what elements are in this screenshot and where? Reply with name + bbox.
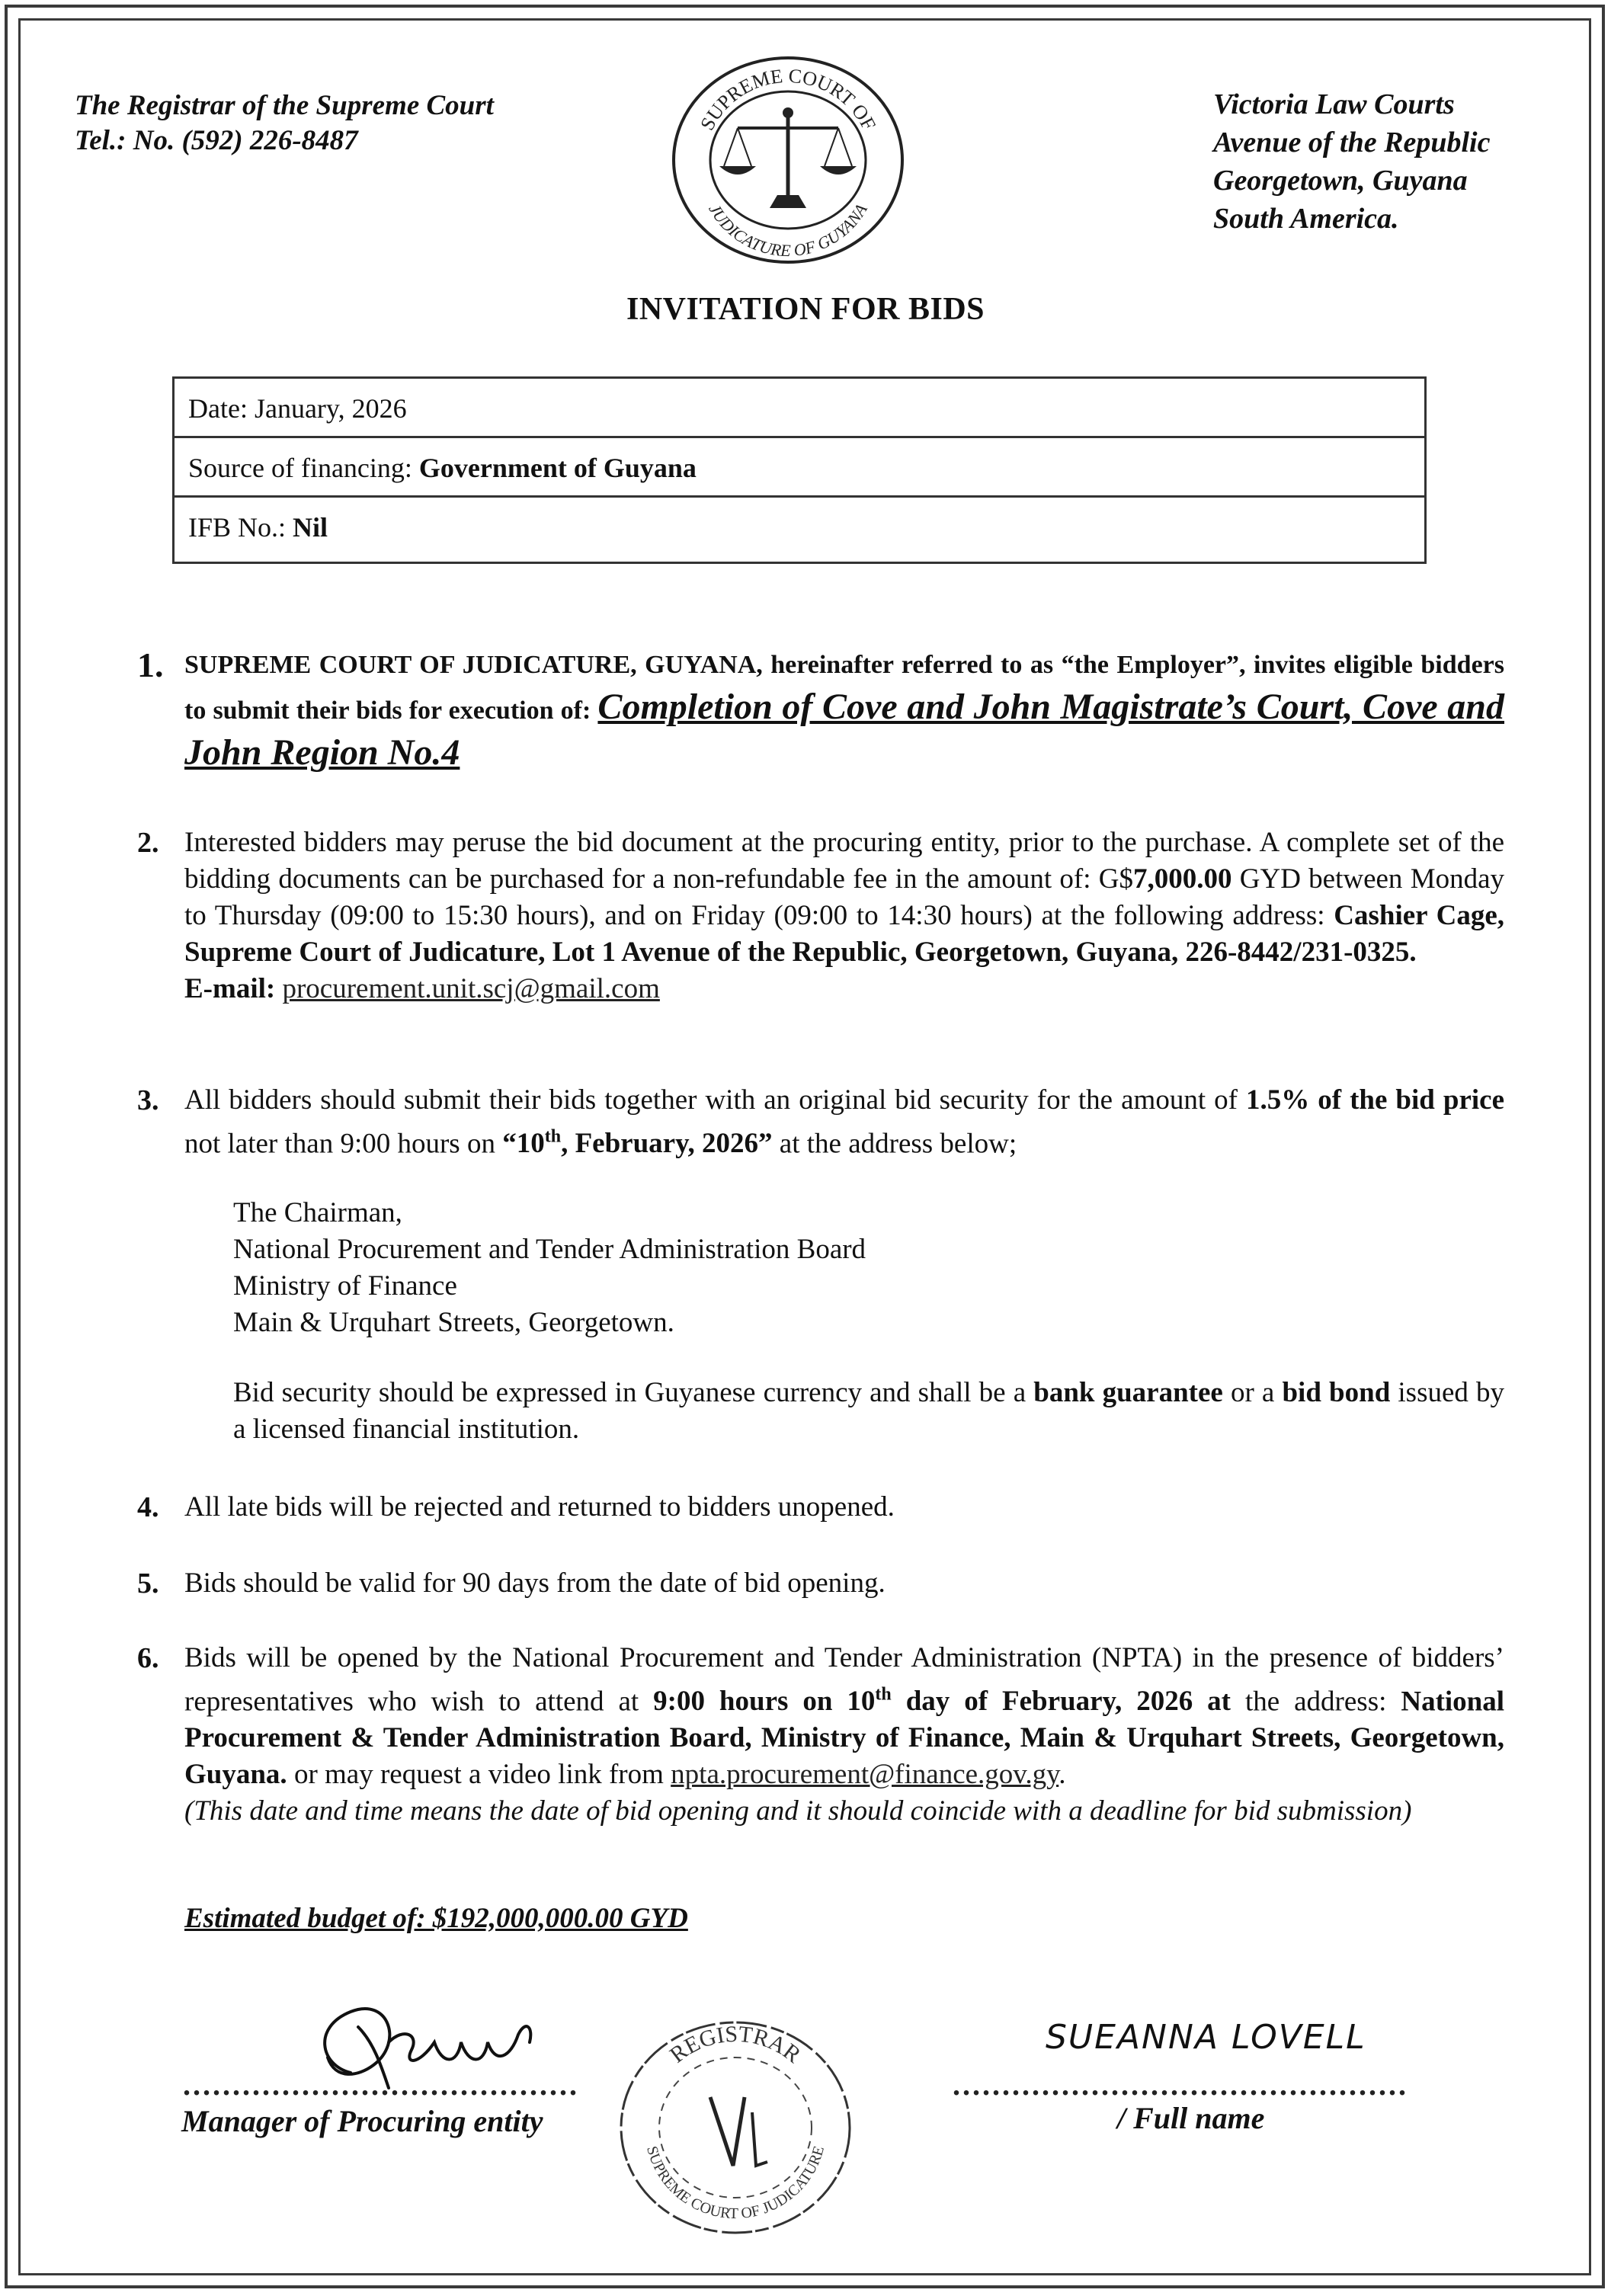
svg-text:JUDICATURE OF GUYANA: [705, 200, 871, 260]
header-left: [75, 88, 494, 159]
document-title: INVITATION FOR BIDS: [626, 292, 985, 327]
registrar-phone: Tel.: No. (592) 226-8487: [75, 125, 358, 156]
project-title: Completion of Cove and John Magistrate’s Court, Cove and John Region No.4: [184, 687, 1505, 773]
bid-doc-fee: 7,000.00: [1132, 863, 1232, 895]
item-6-note: (This date and time means the date of bid opening and it should coincide with a deadline for bid submission): [184, 1795, 1412, 1827]
right-signature-line: ..............................................: [953, 2067, 1408, 2102]
bid-bond: bid bond: [1282, 1377, 1391, 1408]
address-line: National Procurement and Tender Administration Board: [233, 1234, 866, 1265]
address-line: Main & Urquhart Streets, Georgetown.: [233, 1307, 674, 1338]
address-line-1: Victoria Law Courts: [1213, 88, 1455, 120]
bid-security-amount: 1.5% of the bid price: [1245, 1084, 1505, 1116]
date-row: [175, 379, 1424, 438]
item-6: Bids will be opened by the National Procurement and Tender Administration (NPTA) in the presence of bidders’ representatives who wish to attend at 9:00 hours on 10th day of February, 2026 at the address: National Procurement & Tender Administration Board, Ministry of Finance, Main & Urquhart Streets, Georgetown, Guyana. or may request a video link from npta.procurement@finance.gov.gy. (This date and time means the date of bid opening and it should coincide with a deadline for bid submission): [184, 1640, 1504, 1830]
item-3-text-3: at the address below;: [779, 1128, 1017, 1160]
financing-value: Government of Guyana: [418, 453, 697, 483]
address-line: The Chairman,: [233, 1197, 402, 1228]
bid-security-note: Bid security should be expressed in Guyanese currency and shall be a bank guarantee or a bid bond issued by a licensed financial institution.: [233, 1377, 1505, 1445]
cashier-address: Cashier Cage, Supreme Court of Judicature, Lot 1 Avenue of the Republic, Georgetown, Guyana, 226-8442/231-0325.: [184, 900, 1505, 968]
procurement-email-link[interactable]: procurement.unit.scj@gmail.com: [282, 973, 660, 1004]
stamp-bottom-text: SUPREME COURT OF JUDICATURE: [643, 2144, 828, 2223]
financing-label: Source of financing:: [188, 453, 412, 483]
item-number-3: 3.: [137, 1084, 159, 1116]
registrar-title: The Registrar of the Supreme Court: [75, 90, 494, 121]
ifb-row: [175, 498, 1424, 557]
item-number-4: 4.: [137, 1491, 159, 1523]
financing-row: [175, 438, 1424, 498]
svg-text:REGISTRAR: [665, 2022, 806, 2068]
left-signature-line: ........................................: [183, 2067, 579, 2102]
item-6-text-1: Bids will be opened by the National Procurement and Tender Administration (NPTA) in the presence of bidders’ representatives who wish to attend at: [184, 1642, 1504, 1718]
seal-top-text: SUPREME COURT OF: [696, 64, 880, 134]
opening-time: 9:00 hours on 10th day of February, 2026 at: [653, 1685, 1231, 1718]
item-number-5: 5.: [137, 1567, 159, 1600]
item-3-text-2: not later than 9:00 hours on: [184, 1128, 495, 1160]
bank-guarantee: bank guarantee: [1033, 1377, 1223, 1408]
registrar-stamp: [611, 2013, 860, 2242]
address-line: Ministry of Finance: [233, 1270, 457, 1302]
date-value: January, 2026: [254, 393, 407, 424]
ifb-value: Nil: [293, 512, 328, 543]
item-1: [184, 646, 1504, 776]
item-3-text-1: All bidders should submit their bids together with an original bid security for the amount of: [184, 1084, 1238, 1116]
date-label: Date:: [188, 393, 248, 424]
full-name-label: / Full name: [1117, 2101, 1265, 2135]
info-table: [172, 376, 1427, 564]
item-4: All late bids will be rejected and returned to bidders unopened.: [184, 1491, 895, 1523]
item-2-text-1: Interested bidders may peruse the bid document at the procuring entity, prior to the purchase. A complete set of the bidding documents can be purchased for a non-refundable fee in the amount of: G$: [184, 827, 1504, 895]
item-number-2: 2.: [137, 827, 159, 859]
item-1-text: SUPREME COURT OF JUDICATURE, GUYANA, hereinafter referred to as “the Employer”, invites eligible bidders to submit their bids for execution of:: [184, 651, 1504, 725]
email-label: E-mail:: [184, 973, 276, 1004]
address-line-4: South America.: [1213, 203, 1399, 235]
item-2-text-2: GYD between Monday to Thursday (09:00 to 15:30 hours), and on Friday (09:00 to 14:30 hours) at the following address:: [184, 863, 1505, 931]
address-line-3: Georgetown, Guyana: [1213, 165, 1468, 197]
header-right: [1213, 85, 1490, 238]
stamp-top-text: REGISTRAR: [665, 2021, 806, 2068]
item-number-6: 6.: [137, 1642, 159, 1674]
chairman-address: [233, 1195, 866, 1341]
npta-email-link[interactable]: npta.procurement@finance.gov.gy: [671, 1759, 1059, 1791]
address-line-2: Avenue of the Republic: [1213, 126, 1491, 159]
full-name-handwritten: SUEANNA LOVELL: [1046, 2018, 1366, 2057]
estimated-budget: Estimated budget of: $192,000,000.00 GYD: [184, 1903, 688, 1934]
npta-address: National Procurement & Tender Administration Board, Ministry of Finance, Main & Urquhart Streets, Georgetown, Guyana.: [184, 1686, 1505, 1791]
court-seal-logo: [668, 52, 908, 268]
item-5: Bids should be valid for 90 days from the date of bid opening.: [184, 1567, 886, 1599]
item-3: [184, 1082, 1504, 1162]
ifb-label: IFB No.:: [188, 512, 287, 543]
item-number-1: 1.: [137, 645, 164, 684]
manager-label: Manager of Procuring entity: [181, 2104, 543, 2138]
item-2: [184, 825, 1504, 1007]
submission-deadline: “10th, February, 2026”: [502, 1127, 773, 1160]
seal-bottom-text: JUDICATURE OF GUYANA: [705, 200, 871, 261]
